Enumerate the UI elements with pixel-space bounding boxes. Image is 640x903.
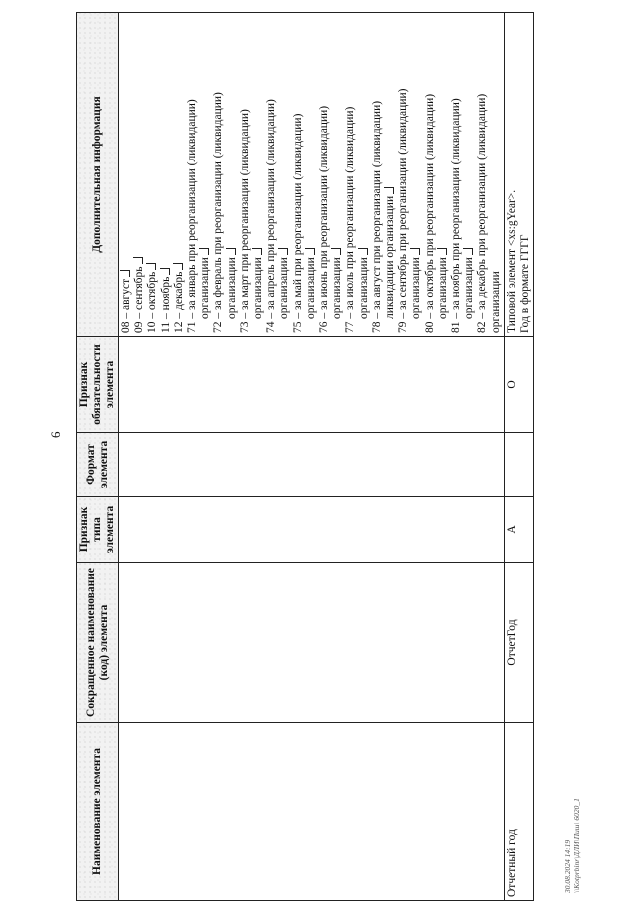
cell-name-empty	[119, 723, 505, 901]
cell-element-format	[504, 433, 533, 497]
header-additional-info: Дополнительная информация	[77, 13, 119, 337]
header-element-format: Формат элемента	[77, 433, 119, 497]
print-stamp	[563, 798, 581, 893]
list-item: 75 – за май при реорганизации (ликвидации) организации	[291, 113, 317, 333]
table-row	[119, 13, 505, 901]
list-item: 78 – за август при реорганизации (ликвидации) ликвидации организации	[370, 100, 397, 333]
list-item: 08 – август	[120, 16, 133, 333]
list-item: 76 – за июнь при реорганизации (ликвидации) организации	[318, 105, 344, 333]
header-element-code: Сокращенное наименование (код) элемента	[77, 563, 119, 723]
list-item: 11 – ноябрь	[160, 16, 173, 333]
page-number: 6	[48, 431, 63, 438]
stamp-line: \\Kotprbinr\ДЛИ\Пиш\ 6020_1	[572, 798, 581, 893]
list-item: 79 – за сентябрь при реорганизации (ликвидации) организации	[397, 88, 423, 333]
cell-element-type: А	[504, 497, 533, 563]
bracket-mark-icon	[226, 248, 236, 255]
list-item: 73 – за март при реорганизации (ликвидации) организации	[238, 109, 265, 333]
list-item: 77 – за июль при реорганизации (ликвидации) организации	[344, 106, 370, 333]
list-item: 80 – за октябрь при реорганизации (ликвидации) организации	[423, 93, 449, 333]
info-line: Типовой элемент <xs:gYear>.	[505, 189, 518, 333]
list-item: 72 – за февраль при реорганизации (ликвидации) организации	[212, 92, 238, 333]
list-item: 71 – за январь при реорганизации (ликвидации) организации	[186, 99, 212, 333]
list-item: 82 – за декабрь при реорганизации (ликвидации) организации	[476, 93, 502, 333]
info-line: Год в формате ГГГГ	[518, 234, 531, 333]
cell-element-name: Отчетный год	[504, 723, 533, 901]
elements-table	[76, 12, 534, 901]
cell-code-empty	[119, 563, 505, 723]
header-element-name: Наименование элемента	[77, 723, 119, 901]
bracket-mark-icon	[358, 248, 368, 255]
list-item: 81 – за ноябрь при реорганизации (ликвидации) организации	[450, 98, 476, 333]
list-item: 09 – сентябрь	[133, 16, 146, 333]
list-item: 10 – октябрь	[146, 16, 159, 333]
bracket-mark-icon	[410, 248, 420, 255]
bracket-mark-icon	[463, 248, 473, 255]
bracket-mark-icon	[331, 248, 341, 255]
bracket-mark-icon	[305, 248, 315, 255]
cell-additional-info	[119, 13, 505, 337]
bracket-mark-icon	[437, 248, 447, 255]
stamp-line: 30.08.2024 14:19	[563, 839, 572, 893]
bracket-mark-icon	[160, 268, 170, 275]
cell-element-required: О	[504, 337, 533, 433]
bracket-mark-icon	[133, 257, 143, 264]
header-element-type: Признак типа элемента	[77, 497, 119, 563]
cell-element-code: ОтчетГод	[504, 563, 533, 723]
list-item: 12 – декабрь	[173, 16, 186, 333]
table-header-row	[77, 13, 119, 901]
period-code-list	[120, 16, 503, 333]
cell-required-empty	[119, 337, 505, 433]
table-row	[504, 13, 533, 901]
list-item: 74 – за апрель при реорганизации (ликвидации) организации	[265, 99, 291, 333]
bracket-mark-icon	[173, 263, 183, 270]
cell-format-empty	[119, 433, 505, 497]
bracket-mark-icon	[278, 248, 288, 255]
bracket-mark-icon	[120, 270, 130, 277]
bracket-mark-icon	[384, 187, 394, 194]
bracket-mark-icon	[199, 248, 209, 255]
cell-type-empty	[119, 497, 505, 563]
bracket-mark-icon	[252, 248, 262, 255]
cell-element-info	[504, 13, 533, 337]
header-element-required: Признак обязательности элемента	[77, 337, 119, 433]
bracket-mark-icon	[146, 263, 156, 270]
